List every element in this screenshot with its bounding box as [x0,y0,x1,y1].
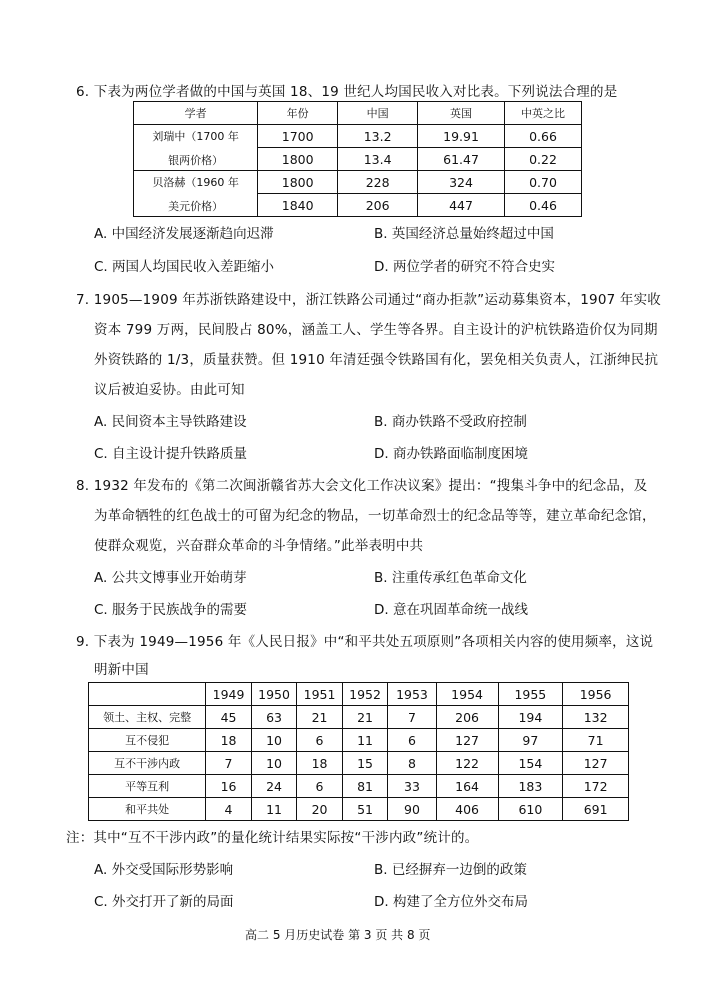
q7-line-2: 资本 799 万两，民间股占 80%，涵盖工人、学生等各界。自主设计的沪杭铁路造价仅为同期 [94,322,658,338]
value-cell: 7 [388,706,436,729]
value-cell: 4 [206,798,252,821]
value-cell: 447 [418,194,505,217]
q6-option-c: C. 两国人均国民收入差距缩小 [94,259,275,275]
year-header-cell: 1952 [342,683,388,706]
header-cell: 英国 [418,102,505,125]
page-footer: 高二 5 月历史试卷 第 3 页 共 8 页 [245,928,431,942]
row-label: 平等互利 [89,775,206,798]
header-cell: 中英之比 [505,102,582,125]
value-cell: 610 [498,798,563,821]
value-cell: 154 [498,752,563,775]
q7-line-3: 外资铁路的 1/3，质量获赞。但 1910 年清廷强令铁路国有化，罢免相关负责人，江浙绅民抗 [94,352,659,368]
value-cell: 172 [563,775,629,798]
year-header-cell: 1951 [297,683,343,706]
scholar-cell [134,125,258,171]
table-row [89,775,629,798]
header-cell: 中国 [338,102,418,125]
row-label: 和平共处 [89,798,206,821]
q6-income-table [133,101,582,217]
value-cell: 13.2 [338,125,418,148]
q8-option-c: C. 服务于民族战争的需要 [94,602,248,618]
q6-stem: 6. 下表为两位学者做的中国与英国 18、19 世纪人均国民收入对比表。下列说法合理的是 [76,84,618,100]
value-cell: 11 [342,729,388,752]
q8-line-3: 使群众观览，兴奋群众革命的斗争情绪。”此举表明中共 [94,538,424,554]
value-cell: 24 [251,775,297,798]
year-header-cell: 1955 [498,683,563,706]
year-header-cell: 1953 [388,683,436,706]
value-cell: 61.47 [418,148,505,171]
value-cell: 71 [563,729,629,752]
table-row [89,798,629,821]
value-cell: 127 [563,752,629,775]
value-cell: 406 [436,798,498,821]
year-header-cell: 1949 [206,683,252,706]
value-cell: 132 [563,706,629,729]
scholar-line: 刘瑞中（1700 年 [152,129,239,143]
q7-option-a: A. 民间资本主导铁路建设 [94,414,247,430]
value-cell: 228 [338,171,418,194]
value-cell: 6 [297,775,343,798]
table-header-row [89,683,629,706]
value-cell: 0.22 [505,148,582,171]
header-cell: 年份 [258,102,338,125]
year-cell: 1840 [258,194,338,217]
scholar-line: 美元价格） [168,199,224,213]
value-cell: 183 [498,775,563,798]
value-cell: 7 [206,752,252,775]
q8-line-2: 为革命牺牲的红色战士的可留为纪念的物品，一切革命烈士的纪念品等等，建立革命纪念馆， [94,508,656,524]
value-cell: 691 [563,798,629,821]
year-cell: 1800 [258,148,338,171]
year-header-cell: 1950 [251,683,297,706]
q9-option-c: C. 外交打开了新的局面 [94,894,234,910]
value-cell: 20 [297,798,343,821]
year-header-cell: 1956 [563,683,629,706]
row-label: 领土、主权、完整 [89,706,206,729]
q7-line-1: 7. 1905—1909 年苏浙铁路建设中，浙江铁路公司通过“商办拒款”运动募集资本，1907 年实收 [76,292,662,308]
value-cell: 11 [251,798,297,821]
scholar-line: 贝洛赫（1960 年 [152,175,239,189]
q6-option-d: D. 两位学者的研究不符合史实 [374,259,555,275]
year-header-cell: 1954 [436,683,498,706]
q8-option-b: B. 注重传承红色革命文化 [374,570,527,586]
q9-line-2: 明新中国 [94,662,149,678]
table-row [134,171,582,194]
table-row [134,125,582,148]
value-cell: 33 [388,775,436,798]
value-cell: 63 [251,706,297,729]
value-cell: 0.46 [505,194,582,217]
table-header-row [134,102,582,125]
table-row [89,729,629,752]
q7-option-c: C. 自主设计提升铁路质量 [94,446,248,462]
row-label: 互不侵犯 [89,729,206,752]
value-cell: 206 [338,194,418,217]
row-label: 互不干涉内政 [89,752,206,775]
q8-option-a: A. 公共文博事业开始萌芽 [94,570,247,586]
value-cell: 16 [206,775,252,798]
value-cell: 194 [498,706,563,729]
value-cell: 127 [436,729,498,752]
value-cell: 45 [206,706,252,729]
q7-option-b: B. 商办铁路不受政府控制 [374,414,527,430]
value-cell: 18 [206,729,252,752]
value-cell: 164 [436,775,498,798]
header-cell [89,683,206,706]
value-cell: 21 [297,706,343,729]
value-cell: 6 [297,729,343,752]
value-cell: 81 [342,775,388,798]
value-cell: 90 [388,798,436,821]
value-cell: 0.70 [505,171,582,194]
q9-frequency-table [88,682,629,821]
table-row [89,706,629,729]
q9-option-a: A. 外交受国际形势影响 [94,862,234,878]
value-cell: 6 [388,729,436,752]
value-cell: 10 [251,729,297,752]
q6-option-a: A. 中国经济发展逐渐趋向迟滞 [94,226,274,242]
q9-option-b: B. 已经摒弃一边倒的政策 [374,862,527,878]
value-cell: 97 [498,729,563,752]
value-cell: 10 [251,752,297,775]
q6-option-b: B. 英国经济总量始终超过中国 [374,226,554,242]
value-cell: 0.66 [505,125,582,148]
value-cell: 122 [436,752,498,775]
scholar-line: 银两价格） [168,153,224,167]
header-cell: 学者 [134,102,258,125]
value-cell: 324 [418,171,505,194]
value-cell: 21 [342,706,388,729]
q9-line-1: 9. 下表为 1949—1956 年《人民日报》中“和平共处五项原则”各项相关内容的使用频率，这说 [76,634,654,650]
q8-option-d: D. 意在巩固革命统一战线 [374,602,528,618]
value-cell: 18 [297,752,343,775]
scholar-cell [134,171,258,217]
year-cell: 1700 [258,125,338,148]
value-cell: 8 [388,752,436,775]
value-cell: 15 [342,752,388,775]
value-cell: 19.91 [418,125,505,148]
q7-option-d: D. 商办铁路面临制度困境 [374,446,528,462]
q8-line-1: 8. 1932 年发布的《第二次闽浙赣省苏大会文化工作决议案》提出：“搜集斗争中的纪念品，及 [76,478,648,494]
q7-line-4: 议后被迫妥协。由此可知 [94,382,245,398]
value-cell: 206 [436,706,498,729]
value-cell: 51 [342,798,388,821]
q9-option-d: D. 构建了全方位外交布局 [374,894,528,910]
table-row [89,752,629,775]
year-cell: 1800 [258,171,338,194]
value-cell: 13.4 [338,148,418,171]
q9-note: 注：其中“互不干涉内政”的量化统计结果实际按“干涉内政”统计的。 [66,830,479,846]
